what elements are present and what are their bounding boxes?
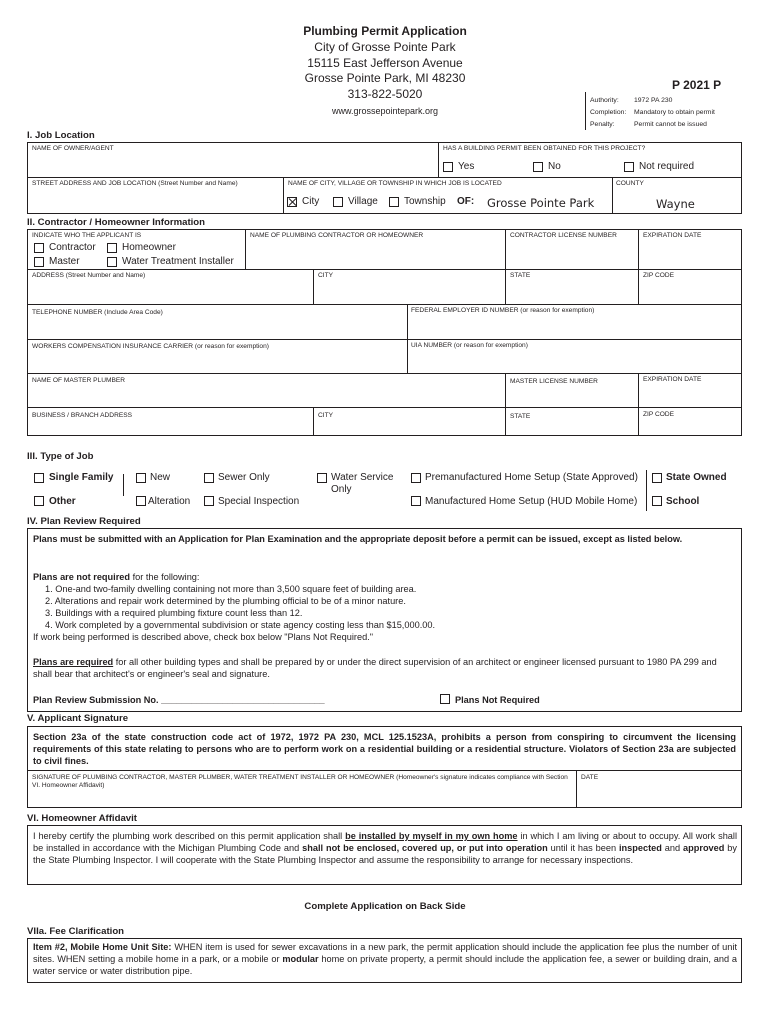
alteration-label: Alteration <box>148 496 191 507</box>
street-address-label: STREET ADDRESS AND JOB LOCATION (Street Number and Name) <box>32 180 238 187</box>
affidavit-text-1: I hereby certify the plumbing work described on this permit application shall <box>33 831 346 841</box>
contractor-row4-divider <box>28 373 741 374</box>
contractor-city-field[interactable] <box>316 281 502 302</box>
city-phone: 313-822-5020 <box>347 87 423 101</box>
section-contractor-heading: II. Contractor / Homeowner Information <box>27 217 206 228</box>
master-license-label: MASTER LICENSE NUMBER <box>510 378 598 385</box>
water-service-checkbox[interactable] <box>317 473 327 483</box>
plan-exempt-item-4: 4. Work completed by a governmental subdivision or state agency costing less than $15,000.00. <box>45 620 436 630</box>
uia-label: UIA NUMBER (or reason for exemption) <box>411 342 528 349</box>
manufactured-checkbox[interactable] <box>411 496 421 506</box>
village-option-label: Village <box>348 196 378 207</box>
contractor-zip-field[interactable] <box>641 281 739 302</box>
master-expiration-label: EXPIRATION DATE <box>643 376 702 383</box>
water-treatment-checkbox[interactable] <box>107 257 117 267</box>
manufactured-label: Manufactured Home Setup (HUD Mobile Home) <box>425 496 638 507</box>
plan-exempt-item-1: 1. One-and two-family dwelling containing not more than 3,500 square feet of building area. <box>45 584 417 594</box>
affidavit-text-5: by the State Plumbing Inspector. I will cooperate with the State Plumbing Inspector and assume the responsibility to arrange for necessary inspections. <box>33 843 737 865</box>
plans-not-required-bold: Plans are not required <box>33 572 131 582</box>
contractor-license-field[interactable] <box>508 242 635 267</box>
alteration-checkbox[interactable] <box>136 496 146 506</box>
affidavit-text <box>33 830 737 866</box>
building-permit-yes-label: Yes <box>458 161 475 172</box>
affidavit-installed-by-myself: be installed by myself in my own home <box>345 831 518 841</box>
state-owned-checkbox[interactable] <box>652 473 662 483</box>
section-job-type-heading: III. Type of Job <box>27 451 94 462</box>
city-address-line2: Grosse Pointe Park, MI 48230 <box>304 71 466 85</box>
plan-review-intro: Plans must be submitted with an Application for Plan Examination and the appropriate deposit before a permit can be issued, except as listed below. <box>33 534 683 544</box>
contractor-row2-divider <box>28 304 741 305</box>
township-option-label: Township <box>404 196 446 207</box>
contractor-address-label: ADDRESS (Street Number and Name) <box>32 272 146 279</box>
plans-required-rest: for all other building types and shall be prepared by or under the direct supervision of an architect or engineer licensed pursuant to 1980 PA 299 and shall bear that architect's or engineer's seal and signature. <box>33 657 717 679</box>
expiration-divider <box>638 229 639 269</box>
fee-text-1: WHEN item is used for sewer excavations in a new park, the permit application should include the application fee plus the number of unit sites. WHEN setting a mobile home in a park, or a mobile or <box>33 942 737 964</box>
plan-review-submission-label[interactable]: Plan Review Submission No. ________________________________ <box>33 695 325 705</box>
authority-divider <box>585 92 586 130</box>
master-license-divider <box>505 373 506 436</box>
owner-divider <box>438 142 439 177</box>
plans-not-required-rest: for the following: <box>130 572 200 582</box>
municipality-label: NAME OF CITY, VILLAGE OR TOWNSHIP IN WHICH JOB IS LOCATED <box>288 180 502 187</box>
city-option-label: City <box>302 196 320 207</box>
city-website: www.grossepointepark.org <box>331 106 439 116</box>
building-permit-no-label: No <box>548 161 561 172</box>
fee-text-2: home on private property, a permit should include the application fee, a sewer or building drain, and a water service or water distribution pipe. <box>33 954 737 976</box>
master-plumber-name-field[interactable] <box>30 386 502 405</box>
contractor-row3-divider <box>28 339 741 340</box>
special-inspection-checkbox[interactable] <box>204 496 214 506</box>
contractor-expiration-label: EXPIRATION DATE <box>643 232 702 239</box>
sewer-only-label: Sewer Only <box>218 472 270 483</box>
section-fee-clarification-heading: VIIa. Fee Clarification <box>27 926 125 937</box>
contractor-name-field[interactable] <box>248 242 502 267</box>
penalty-label: Penalty: <box>590 121 615 128</box>
uia-field[interactable] <box>410 351 739 371</box>
affidavit-not-enclosed: shall not be enclosed, covered up, or put into operation <box>302 843 548 853</box>
business-state-label: STATE <box>510 413 531 420</box>
new-checkbox[interactable] <box>136 473 146 483</box>
county-label: COUNTY <box>616 180 644 187</box>
signature-date-field[interactable] <box>579 784 739 806</box>
water-service-label-line1: Water Service <box>331 472 394 483</box>
business-zip-label: ZIP CODE <box>643 411 675 418</box>
owner-agent-label: NAME OF OWNER/AGENT <box>32 145 114 152</box>
business-city-divider <box>313 407 314 436</box>
contractor-checkbox[interactable] <box>34 243 44 253</box>
fee-modular-bold: modular <box>282 954 319 964</box>
new-label: New <box>150 472 171 483</box>
contractor-city-label: CITY <box>318 272 334 279</box>
contractor-name-label: NAME OF PLUMBING CONTRACTOR OR HOMEOWNER <box>250 232 424 239</box>
address-zip-divider <box>638 269 639 304</box>
section-job-location-heading: I. Job Location <box>27 130 95 141</box>
business-state-field[interactable] <box>508 422 635 434</box>
municipality-name-value[interactable]: Grosse Pointe Park <box>487 196 595 210</box>
plans-required-paragraph <box>33 656 736 680</box>
homeowner-checkbox[interactable] <box>107 243 117 253</box>
master-expiration-divider <box>638 373 639 436</box>
homeowner-option-label: Homeowner <box>122 242 176 253</box>
contractor-state-field[interactable] <box>508 281 635 302</box>
city-address-line1: 15115 East Jefferson Avenue <box>307 56 463 70</box>
address-city-divider <box>313 269 314 304</box>
plans-not-required-heading <box>33 571 736 583</box>
workers-comp-label: WORKERS COMPENSATION INSURANCE CARRIER (or reason for exemption) <box>32 343 269 350</box>
business-city-field[interactable] <box>316 421 502 434</box>
plans-required-bold: Plans are required <box>33 657 114 667</box>
signature-date-divider <box>576 770 577 808</box>
section-plan-review-heading: IV. Plan Review Required <box>27 516 141 527</box>
workers-comp-field[interactable] <box>30 352 404 371</box>
affidavit-inspected: inspected <box>619 843 662 853</box>
license-divider <box>505 229 506 269</box>
authority-label: Authority: <box>590 97 619 104</box>
building-permit-not-required-checkbox[interactable] <box>624 162 634 172</box>
contractor-option-label: Contractor <box>49 242 96 253</box>
section-affidavit-heading: VI. Homeowner Affidavit <box>27 813 137 824</box>
single-family-label: Single Family <box>49 472 114 483</box>
job-type-separator <box>123 474 124 496</box>
completion-label: Completion: <box>590 109 627 116</box>
business-zip-field[interactable] <box>641 420 739 434</box>
affidavit-text-4: and <box>661 843 684 853</box>
special-inspection-label: Special Inspection <box>218 496 300 507</box>
plan-exempt-item-3: 3. Buildings with a required plumbing fixture count less than 12. <box>45 608 303 618</box>
premanufactured-checkbox[interactable] <box>411 473 421 483</box>
county-divider <box>612 177 613 214</box>
affidavit-approved: approved <box>683 843 725 853</box>
contractor-address-field[interactable] <box>30 281 310 302</box>
fein-label: FEDERAL EMPLOYER ID NUMBER (or reason for exemption) <box>411 307 595 314</box>
master-expiration-field[interactable] <box>641 386 739 405</box>
master-plumber-name-label: NAME OF MASTER PLUMBER <box>32 377 126 384</box>
plans-not-required-label: Plans Not Required <box>455 695 540 705</box>
street-divider <box>283 177 284 214</box>
business-address-label: BUSINESS / BRANCH ADDRESS <box>32 412 133 419</box>
fee-clarification-text <box>33 941 737 977</box>
other-checkbox[interactable] <box>34 496 44 506</box>
contractor-license-label: CONTRACTOR LICENSE NUMBER <box>510 232 617 239</box>
address-state-divider <box>505 269 506 304</box>
school-checkbox[interactable] <box>652 496 662 506</box>
signature-divider <box>28 770 741 771</box>
form-title: Plumbing Permit Application <box>303 24 467 38</box>
contractor-zip-label: ZIP CODE <box>643 272 675 279</box>
water-service-label-line2: Only <box>331 484 352 495</box>
building-permit-yes-checkbox[interactable] <box>443 162 453 172</box>
section-signature-heading: V. Applicant Signature <box>27 713 129 724</box>
signature-field[interactable] <box>30 793 573 806</box>
fein-field[interactable] <box>410 316 739 337</box>
building-permit-question: HAS A BUILDING PERMIT BEEN OBTAINED FOR THIS PROJECT? <box>443 145 646 152</box>
completion-value: Mandatory to obtain permit <box>634 109 715 116</box>
contractor-state-label: STATE <box>510 272 531 279</box>
master-license-field[interactable] <box>508 388 635 405</box>
plans-not-required-checkbox[interactable] <box>440 694 450 704</box>
telephone-divider <box>407 304 408 373</box>
of-label: OF: <box>457 196 475 207</box>
signature-date-label: DATE <box>581 774 599 781</box>
city-checkbox[interactable] <box>287 197 297 207</box>
contractor-expiration-field[interactable] <box>641 242 739 267</box>
water-treatment-option-label: Water Treatment Installer <box>122 256 234 267</box>
penalty-value: Permit cannot be issued <box>634 121 707 128</box>
indicate-applicant-label: INDICATE WHO THE APPLICANT IS <box>32 232 142 239</box>
fee-mobile-home-bold: Item #2, Mobile Home Unit Site: <box>33 942 172 952</box>
plans-if-work-note: If work being performed is described above, check box below "Plans Not Required." <box>33 632 374 642</box>
street-address-field[interactable] <box>30 190 280 212</box>
contractor-row1-divider <box>28 269 741 270</box>
plan-exempt-item-2: 2. Alterations and repair work determined by the plumbing official to be of a minor nature. <box>45 596 406 606</box>
building-permit-no-checkbox[interactable] <box>533 162 543 172</box>
job-location-divider <box>28 177 741 178</box>
village-checkbox[interactable] <box>333 197 343 207</box>
premanufactured-label: Premanufactured Home Setup (State Approved) <box>425 472 638 483</box>
city-name: City of Grosse Pointe Park <box>314 40 456 54</box>
contractor-row5-divider <box>28 407 741 408</box>
master-option-label: Master <box>49 256 80 267</box>
telephone-field[interactable] <box>30 318 404 337</box>
signature-warning: Section 23a of the state construction code act of 1972, 1972 PA 230, MCL 125.1523A, prohibits a person from conspiring to circumvent the licensing requirements of this state relating to persons who are to perform work on a residential building or a residential structure. Violators of Section 23a are subjected to civil fines. <box>33 732 736 766</box>
affidavit-text-3: until it has been <box>547 843 619 853</box>
other-label: Other <box>49 496 76 507</box>
building-permit-not-required-label: Not required <box>639 161 695 172</box>
complete-back-side-note: Complete Application on Back Side <box>304 901 466 912</box>
owner-agent-field[interactable] <box>30 154 435 175</box>
single-family-checkbox[interactable] <box>34 473 44 483</box>
form-number: P 2021 P <box>672 78 722 92</box>
job-type-right-separator <box>646 470 647 511</box>
telephone-label: TELEPHONE NUMBER (Include Area Code) <box>32 309 163 316</box>
master-checkbox[interactable] <box>34 257 44 267</box>
school-label: School <box>666 496 700 507</box>
business-city-label: CITY <box>318 412 334 419</box>
state-owned-label: State Owned <box>666 472 727 483</box>
county-value[interactable]: Wayne <box>656 197 695 211</box>
township-checkbox[interactable] <box>389 197 399 207</box>
sewer-only-checkbox[interactable] <box>204 473 214 483</box>
affidavit-text-2: in which I am living or about to occupy. All work shall be installed in accordance with the Michigan Plumbing Code and <box>33 831 738 853</box>
indicate-divider <box>245 229 246 269</box>
authority-value: 1972 PA 230 <box>634 97 673 104</box>
business-address-field[interactable] <box>30 421 310 434</box>
signature-label: SIGNATURE OF PLUMBING CONTRACTOR, MASTER PLUMBER, WATER TREATMENT INSTALLER OR HOMEOWNER (Homeowner's signature indicates compliance with Section VI. Homeowner Affidavit) <box>32 774 568 789</box>
